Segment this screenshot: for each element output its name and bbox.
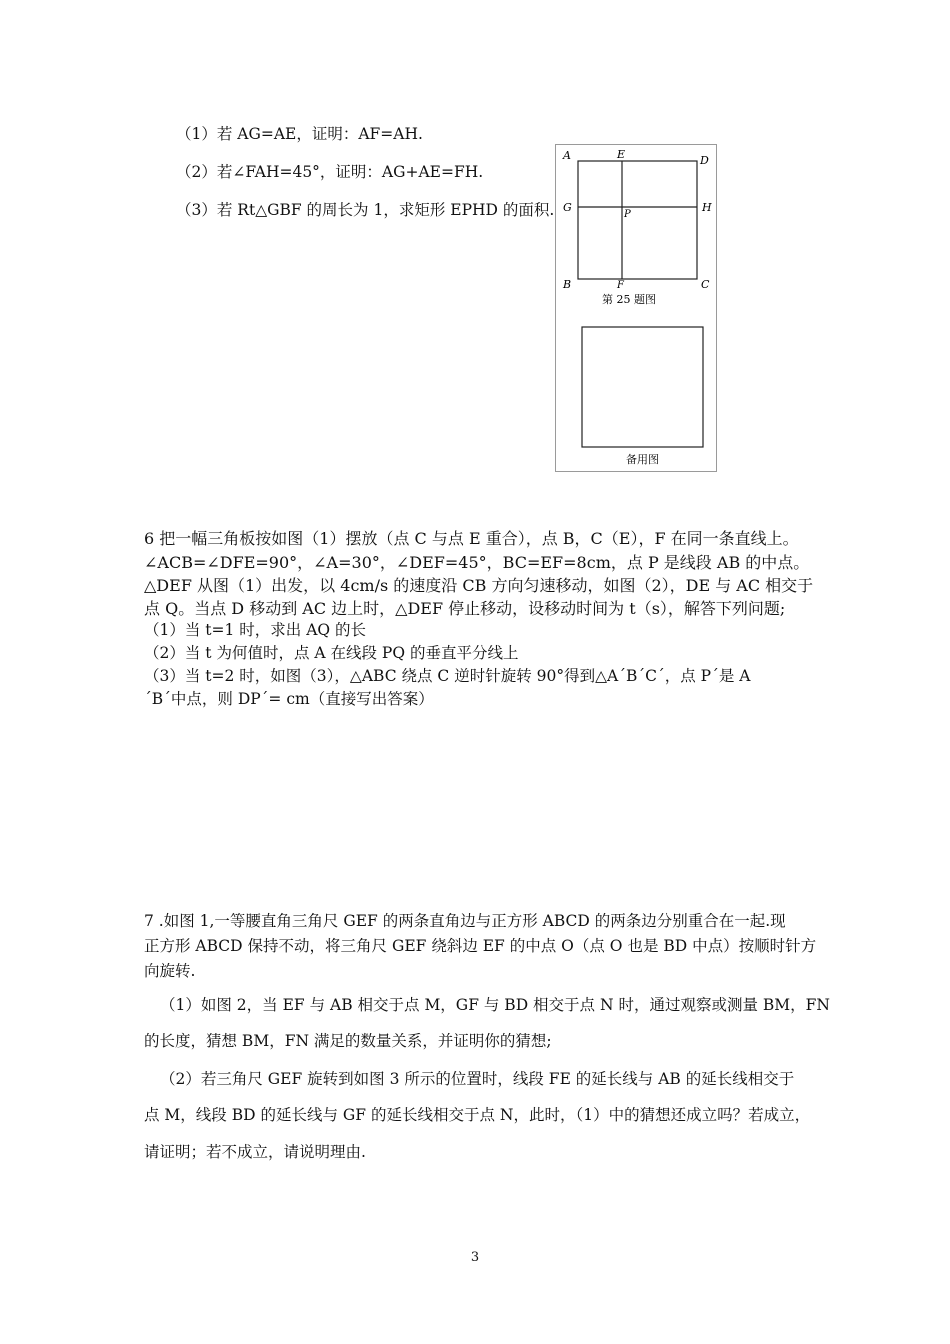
label-d: D	[700, 154, 709, 167]
problem7-part1-cont: 的长度，猜想 BM，FN 满足的数量关系，并证明你的猜想;	[144, 1032, 552, 1050]
spare-square	[582, 327, 703, 447]
figure-25-diagram	[556, 145, 716, 471]
problem5-part1: （1）若 AG=AE，证明：AF=AH.	[176, 125, 423, 143]
problem7-part1: （1）如图 2，当 EF 与 AB 相交于点 M，GF 与 BD 相交于点 N 时，通过观察或测量 BM，FN	[160, 996, 830, 1014]
square-abcd	[578, 161, 697, 279]
label-a: A	[563, 149, 571, 162]
problem6-line-1: 6 把一幅三角板按如图（1）摆放（点 C 与点 E 重合），点 B，C（E），F 在同一条直线上。	[144, 529, 799, 548]
problem6-part3-cont: ´B´中点，则 DP´= cm（直接写出答案）	[144, 690, 434, 708]
problem7-line-1: 7 .如图 1,一等腰直角三角尺 GEF 的两条直角边与正方形 ABCD 的两条边分别重合在一起.现	[144, 912, 786, 930]
problem5-part2: （2）若∠FAH=45°，证明：AG+AE=FH.	[176, 163, 484, 181]
label-h: H	[702, 201, 712, 214]
label-e: E	[617, 148, 626, 161]
problem7-line-2: 正方形 ABCD 保持不动，将三角尺 GEF 绕斜边 EF 的中点 O（点 O 也是 BD 中点）按顺时针方	[144, 937, 817, 955]
problem6-line-4: 点 Q。当点 D 移动到 AC 边上时，△DEF 停止移动，设移动时间为 t（s），解答下列问题;	[144, 599, 786, 618]
problem7-part2-end: 请证明；若不成立，请说明理由.	[144, 1143, 366, 1161]
spare-figure-caption: 备用图	[626, 453, 659, 466]
problem6-line-2: ∠ACB=∠DFE=90°，∠A=30°，∠DEF=45°，BC=EF=8cm，点 P 是线段 AB 的中点。	[144, 553, 810, 572]
problem5-part3: （3）若 Rt△GBF 的周长为 1，求矩形 EPHD 的面积.	[176, 201, 555, 219]
figure-25-caption: 第 25 题图	[602, 293, 656, 306]
problem6-part2: （2）当 t 为何值时，点 A 在线段 PQ 的垂直平分线上	[144, 644, 519, 662]
label-c: C	[701, 278, 710, 291]
label-b: B	[563, 278, 572, 291]
problem6-line-3: △DEF 从图（1）出发，以 4cm/s 的速度沿 CB 方向匀速移动，如图（2），DE 与 AC 相交于	[144, 576, 814, 595]
problem7-part2: （2）若三角尺 GEF 旋转到如图 3 所示的位置时，线段 FE 的延长线与 AB 的延长线相交于	[160, 1070, 795, 1088]
page-number: 3	[470, 1250, 480, 1265]
problem7-line-3: 向旋转.	[144, 962, 196, 980]
problem6-part1: （1）当 t=1 时，求出 AQ 的长	[144, 621, 367, 639]
figure-25-frame	[555, 144, 717, 472]
label-p: P	[624, 209, 631, 220]
problem6-part3: （3）当 t=2 时，如图（3），△ABC 绕点 C 逆时针旋转 90°得到△A´B´C´，点 P´是 A	[144, 667, 751, 685]
label-g: G	[563, 201, 572, 214]
label-f: F	[617, 280, 624, 291]
problem7-part2-cont: 点 M，线段 BD 的延长线与 GF 的延长线相交于点 N，此时，（1）中的猜想还成立吗？若成立，	[144, 1106, 811, 1124]
